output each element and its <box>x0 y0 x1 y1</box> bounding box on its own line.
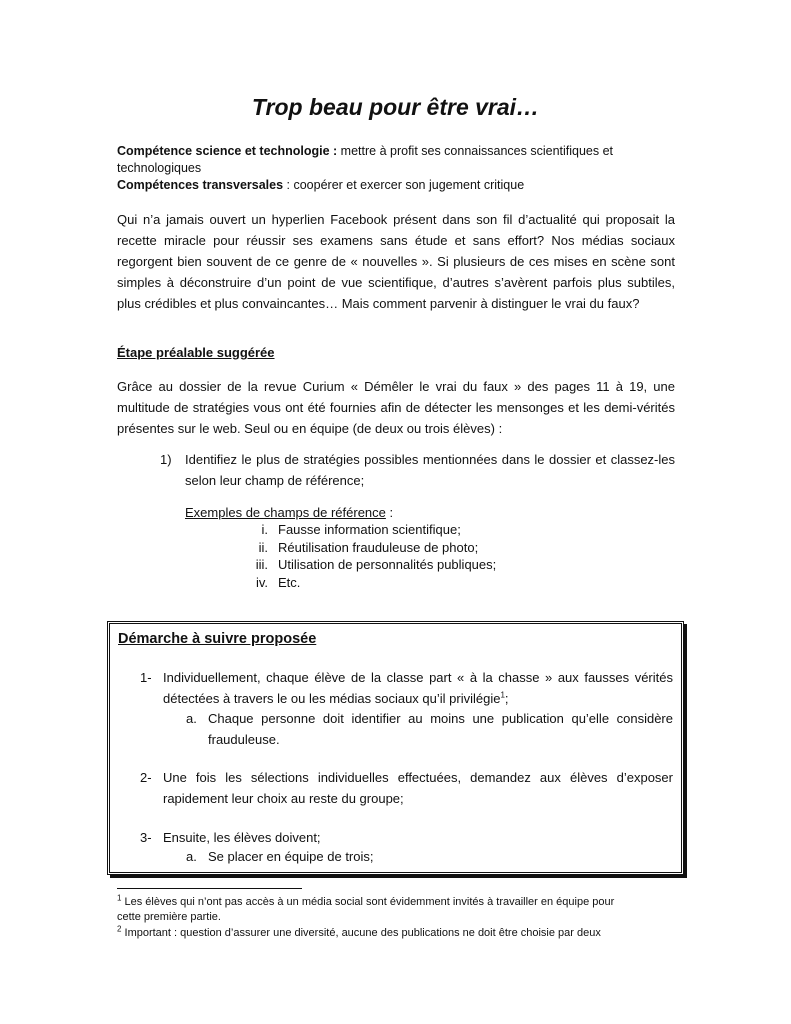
examples-label: Exemples de champs de référence <box>185 505 386 520</box>
step-1a-text <box>208 708 673 750</box>
intro-paragraph <box>117 209 675 314</box>
item-number: 1) <box>160 452 172 467</box>
footnote-1-text-cont: cette première partie. <box>117 911 221 923</box>
intro-line: recette miracle pour réussir ses examens sans étude et sans effort? Nos médias sociaux <box>117 233 675 248</box>
footnote-ref-1[interactable]: 1 <box>500 690 505 700</box>
item-line: selon leur champ de référence; <box>185 473 365 488</box>
demarche-heading: Démarche à suivre proposée <box>118 631 317 647</box>
step-3a-text: Se placer en équipe de trois; <box>208 849 374 864</box>
competence-transversal-text: : coopérer et exercer son jugement critique <box>283 178 525 192</box>
item-line: Identifiez le plus de stratégies possibles mentionnées dans le dossier et classez-les <box>185 452 675 467</box>
competence-transversal-label: Compétences transversales <box>117 178 284 192</box>
competence-science-cont: technologiques <box>117 161 202 175</box>
competence-science <box>117 143 677 160</box>
step-3-number: 3- <box>140 830 152 845</box>
prealable-line: multitude de stratégies vous ont été fournies afin de détecter les mensonges et les demi-vérités <box>117 400 675 415</box>
prealable-heading: Étape préalable suggérée <box>117 345 275 360</box>
example-text: Etc. <box>278 574 301 590</box>
example-number: ii. <box>258 539 268 555</box>
examples-heading <box>185 502 393 523</box>
example-item <box>228 539 528 557</box>
example-text: Utilisation de personnalités publiques; <box>278 557 497 572</box>
step-1-line: détectées à travers le ou les médias sociaux qu’il privilégie$^1$; <box>163 690 509 706</box>
intro-line: simples à déconstruire d’un point de vue scientifique, d’autres s’avèrent parfois plus subtiles, <box>117 275 675 290</box>
page-title: Trop beau pour être vrai… <box>251 94 540 120</box>
demarche-box <box>107 621 684 875</box>
example-text: Réutilisation frauduleuse de photo; <box>278 539 479 555</box>
example-number: iii. <box>255 557 268 572</box>
intro-line: plus crédibles et plus convaincantes… Mais comment parvenir à distinguer le vrai du faux? <box>117 296 640 311</box>
example-item <box>228 521 528 539</box>
step-1-number: 1- <box>140 670 152 685</box>
prealable-line: présentes sur le web. Seul ou en équipe (de deux ou trois élèves) : <box>117 421 503 436</box>
competence-transversal <box>117 177 677 194</box>
step-1a-line: Chaque personne doit identifier au moins une publication qu’elle considère <box>208 711 673 726</box>
competence-science-label: Compétence science et technologie : <box>117 144 338 158</box>
step-1a-line: frauduleuse. <box>208 732 280 747</box>
step-2-line: rapidement leur choix au reste du groupe; <box>163 791 404 806</box>
intro-line: regorgent bien souvent de ce genre de « nouvelles ». Si plusieurs de ces mises en scène sont <box>117 254 675 269</box>
footnote-1 <box>117 895 657 925</box>
example-item <box>228 574 528 592</box>
step-1-text <box>163 667 673 709</box>
intro-line: Qui n’a jamais ouvert un hyperlien Facebook présent dans son fil d’actualité qui proposait la <box>117 212 675 227</box>
footnote-2-text: Important : question d’assurer une diversité, aucune des publications ne doit être choisie par deux <box>121 927 601 939</box>
step-3-text: Ensuite, les élèves doivent; <box>163 830 321 845</box>
footnote-separator <box>117 888 302 889</box>
example-number: i. <box>261 522 268 537</box>
step-1a-number: a. <box>186 711 197 726</box>
step-1-line: Individuellement, chaque élève de la classe part « à la chasse » aux fausses vérités <box>163 670 673 685</box>
footnote-2-number: 2 <box>117 924 122 934</box>
example-item <box>228 556 528 574</box>
examples-suffix: : <box>385 505 394 520</box>
competence-science-text: mettre à profit ses connaissances scientifiques et <box>337 144 614 158</box>
example-text: Fausse information scientifique; <box>278 522 461 537</box>
prealable-line: Grâce au dossier de la revue Curium « Démêler le vrai du faux » des pages 11 à 19, une <box>117 379 675 394</box>
footnote-1-number: 1 <box>117 893 122 903</box>
footnote-2 <box>117 926 657 941</box>
step-2-line: Une fois les sélections individuelles effectuées, demandez aux élèves d’exposer <box>163 770 673 785</box>
step-2-number: 2- <box>140 770 152 785</box>
example-number: iv. <box>255 574 268 590</box>
step-3a-number: a. <box>186 849 197 864</box>
step-2-text <box>163 767 673 809</box>
prealable-paragraph <box>117 376 675 439</box>
examples-list <box>228 521 528 593</box>
footnote-1-text: Les élèves qui n’ont pas accès à un média social sont évidemment invités à travailler en équipe pour <box>121 896 615 908</box>
